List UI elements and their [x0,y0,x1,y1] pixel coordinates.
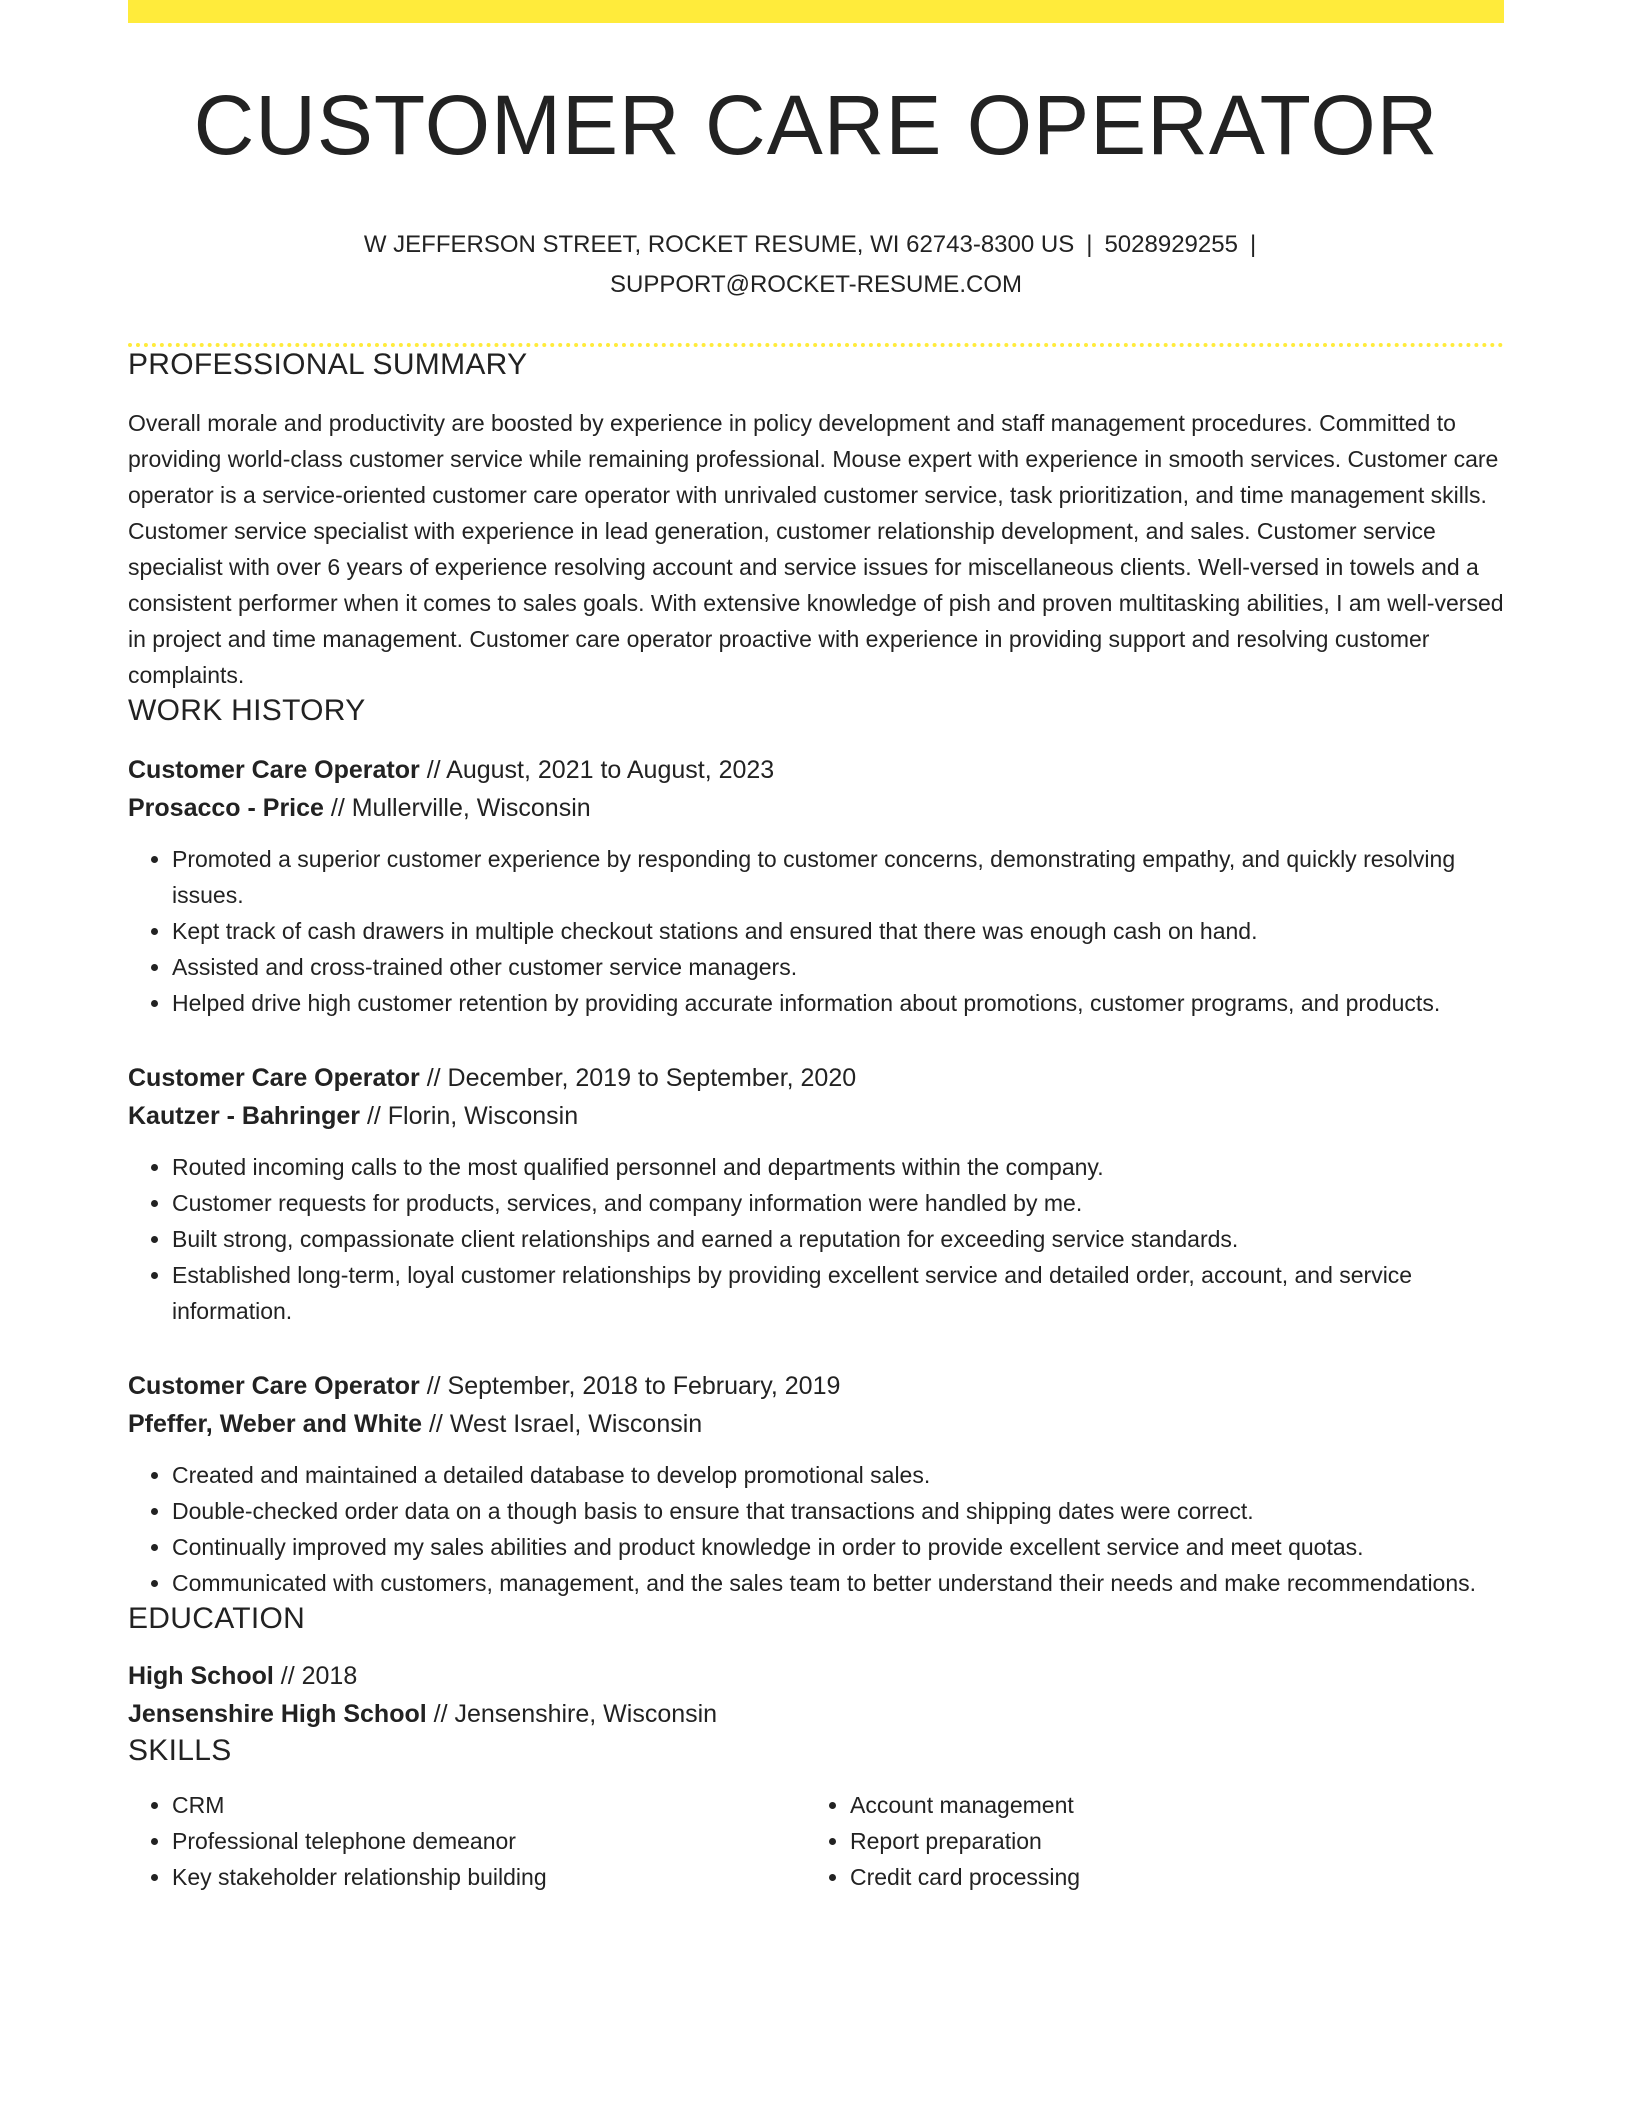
job-location: // West Israel, Wisconsin [428,1410,703,1439]
skills-column-left [128,1787,806,1895]
skill-item: • Report preparation [850,1823,1484,1859]
education-entry [128,1657,1504,1733]
skill-item: • Professional telephone demeanor [172,1823,806,1859]
job-role-line [128,1059,1504,1097]
job-entry [128,1367,1504,1601]
job-bullets [128,1149,1504,1329]
skill-item: • Credit card processing [850,1859,1484,1895]
top-accent-bar [128,0,1504,23]
job-role-line [128,1367,1504,1405]
job-company-line [128,1405,1504,1443]
job-location: // Florin, Wisconsin [366,1102,579,1131]
job-role: Customer Care Operator [128,756,420,785]
education-heading: EDUCATION [128,1602,306,1636]
job-bullet: • Established long-term, loyal customer relationships by providing excellent service and detailed order, account, and service information. [172,1257,1504,1329]
resume-title: CUSTOMER CARE OPERATOR [193,78,1439,172]
contact-phone: 5028929255 [1104,231,1238,259]
job-bullet: • Continually improved my sales abilities and product knowledge in order to provide excellent service and meet quotas. [172,1529,1504,1565]
job-role-line [128,751,1504,789]
skills-columns [128,1787,1504,1895]
job-entry [128,1059,1504,1329]
job-bullet: • Kept track of cash drawers in multiple checkout stations and ensured that there was enough cash on hand. [172,913,1504,949]
job-bullet: • Double-checked order data on a though basis to ensure that transactions and shipping dates were correct. [172,1493,1504,1529]
job-bullet: • Assisted and cross-trained other customer service managers. [172,949,1504,985]
job-dates: // August, 2021 to August, 2023 [426,756,775,785]
skills-heading: SKILLS [128,1734,232,1768]
education-degree-line [128,1657,1504,1695]
job-bullet: • Customer requests for products, services, and company information were handled by me. [172,1185,1504,1221]
job-bullets [128,1457,1504,1601]
job-bullet: • Communicated with customers, management, and the sales team to better understand their needs and make recommendations. [172,1565,1504,1601]
contact-email: SUPPORT@ROCKET-RESUME.COM [610,271,1022,299]
summary-heading: PROFESSIONAL SUMMARY [128,348,528,382]
job-bullet: • Created and maintained a detailed database to develop promotional sales. [172,1457,1504,1493]
job-bullet: • Helped drive high customer retention by providing accurate information about promotions, customer programs, and products. [172,985,1504,1021]
education-school-line [128,1695,1504,1733]
job-dates: // December, 2019 to September, 2020 [426,1064,857,1093]
contact-info [128,225,1504,305]
summary-text: Overall morale and productivity are boosted by experience in policy development and staff management procedures. Committed to providing world-class customer service while remaining professional. Mouse expert with experience in smooth services. Customer care operator is a service-oriented customer care operator with unrivaled customer service, task prioritization, and time management skills. Customer service specialist with experience in lead generation, customer relationship development, and sales. Customer service specialist with over 6 years of experience resolving account and service issues for miscellaneous clients. Well-versed in towels and a consistent performer when it comes to sales goals. With extensive knowledge of pish and proven multitasking abilities, I am well-versed in project and time management. Customer care operator proactive with experience in providing support and resolving customer complaints. [128,410,1504,689]
resume-page [128,0,1504,1895]
contact-separator: | [1249,231,1257,259]
job-company: Prosacco - Price [128,794,324,823]
job-company: Kautzer - Bahringer [128,1102,360,1131]
education-location: // Jensenshire, Wisconsin [433,1700,718,1729]
job-bullets [128,841,1504,1021]
contact-address: W JEFFERSON STREET, ROCKET RESUME, WI 62743-8300 US [363,231,1075,259]
job-company-line [128,789,1504,827]
job-location: // Mullerville, Wisconsin [330,794,591,823]
job-role: Customer Care Operator [128,1064,420,1093]
job-company: Pfeffer, Weber and White [128,1410,423,1439]
job-role: Customer Care Operator [128,1372,420,1401]
job-entry [128,751,1504,1021]
job-bullet: • Routed incoming calls to the most qualified personnel and departments within the company. [172,1149,1504,1185]
skill-item: • Account management [850,1787,1484,1823]
work-history-heading: WORK HISTORY [128,694,366,728]
education-year: // 2018 [280,1662,358,1691]
skills-column-right [806,1787,1484,1895]
contact-separator: | [1086,231,1093,259]
job-bullet: • Promoted a superior customer experience by responding to customer concerns, demonstrating empathy, and quickly resolving issues. [172,841,1504,913]
job-bullet: • Built strong, compassionate client relationships and earned a reputation for exceeding service standards. [172,1221,1504,1257]
education-degree: High School [128,1662,274,1691]
education-school: Jensenshire High School [128,1700,427,1729]
skill-item: • CRM [172,1787,806,1823]
job-dates: // September, 2018 to February, 2019 [426,1372,841,1401]
job-company-line [128,1097,1504,1135]
skill-item: • Key stakeholder relationship building [172,1859,806,1895]
